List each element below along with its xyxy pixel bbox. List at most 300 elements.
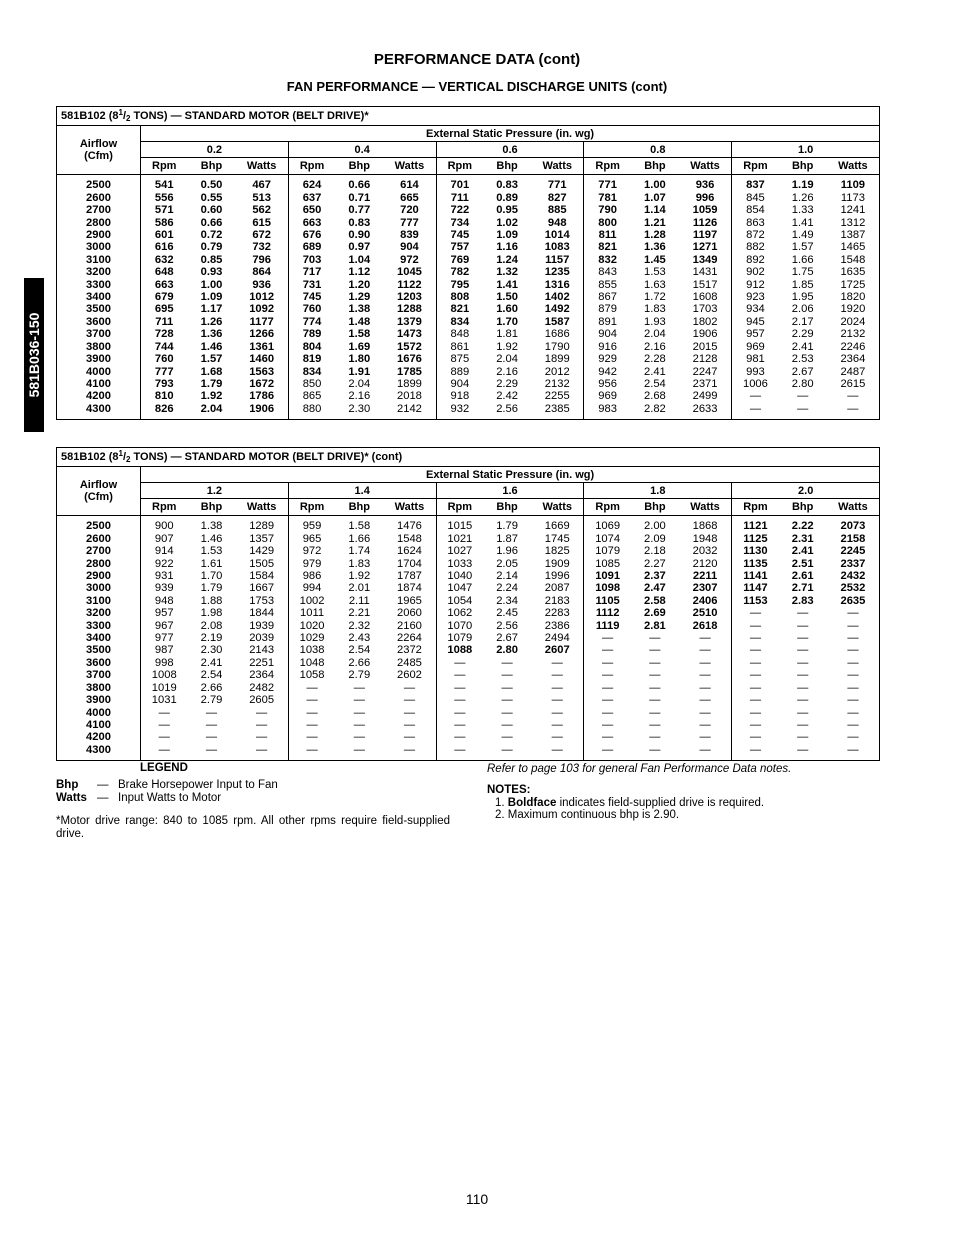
rpm-cell: 969 [598, 390, 617, 403]
rpm-cell: 745 [302, 291, 322, 304]
rpm-cell: 734 [450, 216, 470, 229]
bhp-cell: 2.00 [644, 520, 666, 533]
column-header: Watts [679, 158, 732, 175]
note-text: Maximum continuous bhp is 2.90. [507, 809, 680, 821]
rpm-cell: 998 [154, 656, 174, 669]
column-header: Rpm [584, 499, 631, 516]
table-row [57, 682, 880, 694]
bhp-cell: 0.83 [496, 179, 518, 192]
bhp-cell: 1.29 [348, 291, 371, 304]
bhp-cell: 2.17 [791, 315, 814, 328]
esp-header: External Static Pressure (in. wg) [141, 126, 880, 142]
bhp-cell: 2.41 [791, 340, 814, 353]
rpm-cell: 967 [154, 619, 174, 632]
rpm-cell: 637 [302, 191, 322, 204]
rpm-cell: 556 [154, 191, 174, 204]
rpm-cell: 948 [154, 594, 174, 607]
rpm-cell: 972 [302, 545, 322, 558]
bhp-cell: 1.48 [348, 315, 371, 328]
watts-cell: 1686 [531, 328, 584, 340]
rpm-cell: 1079 [595, 545, 621, 558]
watts-cell: — [847, 706, 859, 719]
rpm-cell: 1130 [743, 545, 768, 558]
rpm-cell: 1038 [299, 644, 325, 657]
table-caption: 581B102 ($8^1/_2$ TONS) — STANDARD MOTOR (BELT DRIVE)* [57, 107, 880, 126]
watts-cell: 1996 [531, 570, 584, 582]
fan-table-1 [56, 106, 879, 420]
pressure-header: 2.0 [732, 483, 880, 499]
table-row [57, 192, 880, 204]
watts-cell: 2337 [840, 557, 866, 570]
watts-cell: 2386 [531, 620, 584, 632]
watts-cell: 2618 [679, 620, 732, 632]
airflow-cell: 4100 [57, 719, 141, 731]
watts-cell: 2432 [840, 570, 866, 583]
rpm-cell: — [749, 731, 762, 744]
watts-cell: 2160 [383, 620, 436, 632]
column-header: Watts [383, 158, 436, 175]
bhp-cell: — [797, 681, 809, 694]
table-row [57, 516, 880, 533]
watts-cell: — [679, 682, 732, 694]
rpm-cell: 1031 [151, 694, 177, 707]
watts-cell: 665 [383, 192, 436, 204]
watts-cell: 513 [236, 192, 289, 204]
column-header: Rpm [141, 499, 188, 516]
watts-cell: 1266 [236, 328, 289, 340]
page-title: PERFORMANCE DATA (cont) [373, 51, 581, 68]
watts-cell: — [679, 719, 732, 731]
rpm-cell: 880 [302, 402, 322, 415]
watts-cell: 1460 [236, 353, 289, 365]
bhp-cell: 1.83 [644, 303, 666, 316]
bhp-cell: 1.75 [791, 266, 814, 279]
watts-cell: — [383, 719, 436, 731]
bhp-cell: 2.54 [200, 669, 223, 682]
rpm-cell: — [749, 743, 762, 756]
rpm-cell: 987 [154, 644, 174, 657]
watts-cell: 1289 [236, 516, 289, 533]
bhp-cell: 1.98 [200, 607, 223, 620]
table-row [57, 644, 880, 656]
watts-cell: 2073 [840, 520, 866, 533]
bhp-cell: 2.30 [200, 644, 223, 657]
note-item [487, 797, 764, 810]
watts-cell: 1790 [531, 341, 584, 353]
rpm-cell: 717 [302, 266, 322, 279]
airflow-cell: 2500 [57, 175, 141, 192]
watts-cell: — [679, 694, 732, 706]
watts-cell: 1703 [679, 303, 732, 315]
bhp-cell: — [797, 669, 809, 682]
table-row [57, 744, 880, 761]
bhp-cell: 0.55 [200, 191, 223, 204]
table-row [57, 607, 880, 619]
column-header: Watts [383, 499, 436, 516]
bhp-cell: 1.70 [200, 570, 223, 583]
note-number: 1. [495, 796, 505, 809]
rpm-cell: — [306, 681, 318, 694]
rpm-cell: 701 [450, 179, 470, 192]
bhp-cell: — [353, 694, 365, 707]
table-row [57, 719, 880, 731]
bhp-cell: 2.51 [791, 557, 814, 570]
airflow-cell: 2700 [57, 204, 141, 216]
rpm-cell: — [454, 694, 466, 707]
note-item [487, 809, 764, 822]
caption-text: 581B102 (8 [61, 451, 119, 463]
rpm-cell: — [602, 706, 614, 719]
airflow-cell: 2500 [57, 516, 141, 533]
rpm-cell: 808 [450, 291, 470, 304]
column-header: Rpm [436, 158, 483, 175]
bhp-cell: — [501, 681, 513, 694]
airflow-cell: 2600 [57, 192, 141, 204]
bhp-cell: 0.83 [348, 216, 371, 229]
bhp-cell: 2.04 [644, 328, 666, 341]
watts-cell: — [531, 744, 584, 761]
airflow-cell: 3900 [57, 353, 141, 365]
table-row [57, 620, 880, 632]
airflow-header-label: Airflow [79, 479, 118, 492]
rpm-cell: 728 [154, 328, 174, 341]
watts-cell: 2032 [679, 545, 732, 557]
bhp-cell: 0.66 [200, 216, 223, 229]
rpm-cell: 923 [746, 291, 765, 304]
bhp-cell: 2.22 [791, 520, 814, 533]
rpm-cell: 867 [598, 291, 617, 304]
watts-cell: 2245 [840, 545, 866, 558]
bhp-cell: 2.58 [644, 594, 666, 607]
bhp-cell: — [205, 706, 218, 719]
watts-cell: — [847, 743, 859, 756]
bhp-cell: 1.38 [348, 303, 371, 316]
rpm-cell: 819 [302, 353, 322, 366]
bhp-cell: 1.83 [348, 557, 371, 570]
rpm-cell: 731 [302, 278, 322, 291]
watts-cell: 1402 [531, 291, 584, 303]
airflow-cell: 3600 [57, 316, 141, 328]
bhp-cell: — [649, 669, 661, 682]
airflow-cell: 3100 [57, 254, 141, 266]
airflow-cell: 2800 [57, 217, 141, 229]
bhp-cell: 2.56 [496, 402, 518, 415]
watts-cell: — [847, 669, 859, 682]
airflow-header-unit: (Cfm) [84, 491, 113, 504]
rpm-cell: 1033 [447, 557, 473, 570]
watts-cell: 2015 [679, 341, 732, 353]
watts-cell: 1787 [383, 570, 436, 582]
bhp-cell: 1.50 [496, 291, 518, 304]
watts-cell: 672 [236, 229, 289, 241]
rpm-cell: 1105 [595, 594, 620, 607]
motor-footnote: *Motor drive range: 840 to 1085 rpm. All other rpms require field-supplied drive. [56, 815, 450, 840]
airflow-cell: 3800 [57, 682, 141, 694]
table-row [57, 669, 880, 681]
watts-cell: 1157 [531, 254, 584, 266]
bhp-cell: — [649, 656, 661, 669]
table-row [57, 582, 880, 594]
bhp-cell: 1.00 [644, 179, 666, 192]
watts-cell: 796 [236, 254, 289, 266]
rpm-cell: 983 [598, 402, 617, 415]
bhp-cell: 2.24 [496, 582, 518, 595]
rpm-cell: 757 [450, 241, 470, 254]
bhp-cell: 2.54 [644, 377, 666, 390]
caption-text: TONS) — STANDARD MOTOR (BELT DRIVE)* [130, 110, 369, 122]
rpm-cell: 769 [450, 253, 470, 266]
watts-cell: 2132 [531, 378, 584, 390]
bhp-cell: 1.92 [348, 570, 371, 583]
bhp-cell: 2.29 [791, 328, 814, 341]
bhp-cell: 2.04 [200, 402, 223, 415]
watts-cell: 1874 [383, 582, 436, 594]
bhp-cell: — [797, 718, 809, 731]
bhp-cell: 1.00 [200, 278, 223, 291]
rpm-cell: 845 [746, 191, 765, 204]
airflow-cell: 3300 [57, 620, 141, 632]
rpm-cell: 745 [450, 229, 470, 242]
watts-cell: 1844 [236, 607, 289, 619]
rpm-cell: 663 [302, 216, 322, 229]
bhp-cell: 1.04 [348, 253, 371, 266]
bhp-cell: 1.66 [791, 253, 814, 266]
rpm-cell: 834 [302, 365, 322, 378]
bhp-cell: 1.12 [348, 266, 371, 279]
bhp-cell: 2.16 [644, 340, 666, 353]
watts-cell: — [847, 656, 859, 669]
bhp-cell: 2.47 [644, 582, 666, 595]
esp-header: External Static Pressure (in. wg) [141, 467, 880, 483]
watts-cell: 948 [531, 217, 584, 229]
bhp-cell: 0.89 [496, 191, 518, 204]
watts-cell: 2372 [383, 644, 436, 656]
bhp-cell: 2.41 [791, 545, 814, 558]
rpm-cell: — [749, 706, 762, 719]
column-header: Watts [531, 158, 584, 175]
bhp-cell: 0.60 [200, 204, 223, 217]
watts-cell: 2132 [840, 328, 866, 341]
watts-cell: 1868 [679, 516, 732, 533]
bhp-cell: 1.41 [791, 216, 814, 229]
rpm-cell: 1091 [595, 570, 621, 583]
rpm-cell: 969 [746, 340, 765, 353]
rpm-cell: 934 [746, 303, 765, 316]
rpm-cell: 837 [746, 179, 765, 192]
bhp-cell: 2.11 [348, 594, 370, 607]
bhp-cell: 1.36 [644, 241, 666, 254]
bhp-cell: — [649, 718, 661, 731]
airflow-cell: 3500 [57, 644, 141, 656]
watts-cell: 1109 [840, 179, 866, 192]
bhp-cell: 1.68 [200, 365, 223, 378]
pressure-header: 0.4 [288, 142, 436, 158]
watts-cell: 1906 [236, 403, 289, 420]
bhp-cell: — [501, 731, 513, 744]
watts-cell: — [531, 707, 584, 719]
watts-cell: — [531, 719, 584, 731]
airflow-cell: 3000 [57, 582, 141, 594]
airflow-cell: 2900 [57, 229, 141, 241]
rpm-cell: 771 [598, 179, 617, 192]
bhp-cell: 1.79 [200, 377, 223, 390]
watts-cell: 614 [383, 175, 436, 192]
watts-cell: 2142 [383, 403, 436, 420]
watts-cell: 2371 [679, 378, 732, 390]
bhp-cell: — [797, 644, 809, 657]
column-header: Rpm [584, 158, 631, 175]
rpm-cell: 800 [598, 216, 617, 229]
watts-cell: 1083 [531, 241, 584, 253]
watts-cell: 1014 [531, 229, 584, 241]
watts-cell: 827 [531, 192, 584, 204]
bhp-cell: 1.49 [791, 229, 814, 242]
bhp-cell: — [501, 743, 513, 756]
bhp-cell: 0.79 [200, 241, 223, 254]
rpm-cell: 918 [450, 390, 470, 403]
bhp-cell: — [353, 718, 365, 731]
airflow-cell: 3500 [57, 303, 141, 315]
bhp-cell: 2.43 [348, 632, 371, 645]
watts-cell: 1059 [679, 204, 732, 216]
airflow-cell: 3900 [57, 694, 141, 706]
airflow-cell: 2900 [57, 570, 141, 582]
rpm-cell: 904 [450, 377, 470, 390]
rpm-cell: — [602, 644, 614, 657]
bhp-cell: 1.46 [200, 340, 223, 353]
watts-cell: 615 [236, 217, 289, 229]
rpm-cell: — [306, 743, 318, 756]
bhp-cell: 1.60 [496, 303, 518, 316]
column-header: Bhp [335, 499, 383, 516]
rpm-cell: 676 [302, 229, 322, 242]
rpm-cell: 632 [154, 253, 174, 266]
table-row [57, 657, 880, 669]
bhp-cell: 2.41 [200, 656, 223, 669]
watts-cell: 720 [383, 204, 436, 216]
watts-cell: — [236, 719, 289, 731]
airflow-cell: 4000 [57, 707, 141, 719]
bhp-cell: — [797, 607, 809, 620]
watts-cell: 936 [236, 279, 289, 291]
rpm-cell: 679 [154, 291, 174, 304]
watts-cell: — [236, 731, 289, 743]
bhp-cell: 1.70 [496, 315, 518, 328]
column-header: Bhp [483, 499, 531, 516]
rpm-cell: 722 [450, 204, 470, 217]
rpm-cell: 979 [302, 557, 322, 570]
pressure-header: 1.4 [288, 483, 436, 499]
watts-cell: — [679, 632, 732, 644]
rpm-cell: 1019 [151, 681, 177, 694]
bhp-cell: 1.81 [496, 328, 518, 341]
watts-cell: 2264 [383, 632, 436, 644]
watts-cell: 1745 [531, 533, 584, 545]
bhp-cell: — [797, 632, 809, 645]
watts-cell: 2183 [531, 595, 584, 607]
airflow-cell: 3600 [57, 657, 141, 669]
fan-table-2 [56, 447, 879, 761]
bhp-cell: 2.01 [348, 582, 371, 595]
legend-abbr: Watts [56, 792, 87, 804]
rpm-cell: — [602, 632, 614, 645]
watts-cell: 2532 [840, 582, 866, 595]
watts-cell: 2246 [840, 340, 866, 353]
watts-cell: 839 [383, 229, 436, 241]
bhp-cell: 2.41 [644, 365, 666, 378]
bhp-cell: — [501, 706, 513, 719]
rpm-cell: 1008 [151, 669, 177, 682]
rpm-cell: 854 [746, 204, 765, 217]
watts-cell: 2510 [679, 607, 732, 619]
rpm-cell: 1121 [743, 520, 768, 533]
bhp-cell: 2.18 [644, 545, 666, 558]
rpm-cell: 790 [598, 204, 617, 217]
watts-cell: 1357 [236, 533, 289, 545]
column-header: Bhp [779, 499, 827, 516]
rpm-cell: — [306, 718, 318, 731]
bhp-cell: 1.53 [200, 545, 223, 558]
rpm-cell: 1002 [299, 594, 325, 607]
table-row [57, 694, 880, 706]
rpm-cell: 932 [450, 402, 470, 415]
bhp-cell: 2.56 [496, 619, 518, 632]
rpm-cell: 782 [450, 266, 470, 279]
watts-cell: — [531, 694, 584, 706]
bhp-cell: 2.66 [348, 656, 371, 669]
column-header: Watts [531, 499, 584, 516]
rpm-cell: 571 [154, 204, 174, 217]
bhp-cell: — [649, 731, 661, 744]
notes-title: NOTES: [487, 784, 531, 796]
rpm-cell: 811 [598, 229, 617, 242]
watts-cell: 2385 [531, 403, 584, 420]
watts-cell: 1045 [383, 266, 436, 278]
bhp-cell: 1.88 [200, 594, 223, 607]
bhp-cell: — [205, 743, 218, 756]
watts-cell: 1785 [383, 366, 436, 378]
table-row [57, 217, 880, 229]
watts-cell: — [383, 694, 436, 706]
bhp-cell: — [501, 656, 513, 669]
rpm-cell: — [749, 619, 762, 632]
bhp-cell: 2.16 [496, 365, 518, 378]
watts-cell: — [847, 718, 859, 731]
watts-cell: 1548 [840, 253, 866, 266]
column-header: Watts [827, 158, 880, 175]
airflow-cell: 3800 [57, 341, 141, 353]
rpm-cell: 914 [154, 545, 174, 558]
rpm-cell: 541 [154, 179, 174, 192]
bhp-cell: 1.69 [348, 340, 371, 353]
bhp-cell: — [797, 694, 809, 707]
rpm-cell: 907 [154, 532, 174, 545]
watts-cell: 2487 [840, 365, 866, 378]
watts-cell: 1312 [840, 216, 866, 229]
caption-text: TONS) — STANDARD MOTOR (BELT DRIVE)* (cont) [130, 451, 403, 463]
table-caption: 581B102 ($8^1/_2$ TONS) — STANDARD MOTOR (BELT DRIVE)* (cont) [57, 448, 880, 467]
watts-cell: 1725 [840, 278, 866, 291]
rpm-cell: 760 [154, 353, 174, 366]
bhp-cell: — [353, 706, 365, 719]
bhp-cell: 2.80 [496, 644, 518, 657]
table-row [57, 229, 880, 241]
rpm-cell: — [158, 718, 170, 731]
bhp-cell: 1.20 [348, 278, 371, 291]
watts-cell: 2251 [236, 657, 289, 669]
rpm-cell: 882 [746, 241, 765, 254]
bhp-cell: — [501, 669, 513, 682]
